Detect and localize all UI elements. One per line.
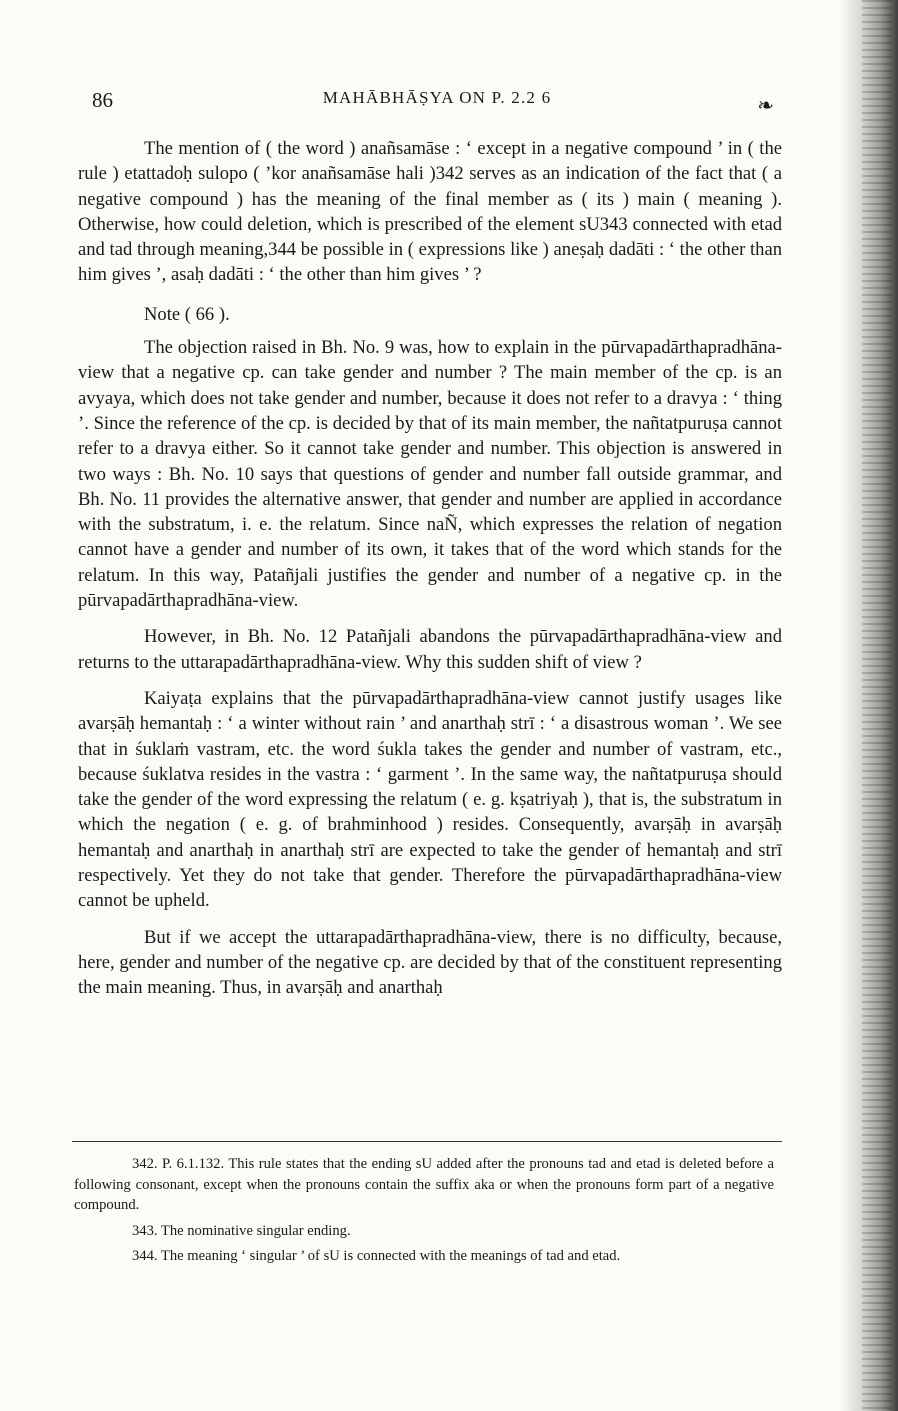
paragraph-but: But if we accept the uttarapadārthapradhāna-view, there is no difficulty, because, here, gender and number of the negative cp. are decided by that of the constituent representing the main meaning. Thus, in avarṣāḥ and anarthaḥ <box>78 926 782 999</box>
running-title: MAHĀBHĀṢYA ON P. 2.2 6 <box>322 88 552 107</box>
paragraph-intro: The mention of ( the word ) anañsamāse : ‘ except in a negative compound ’ in ( the rule ) etattadoḥ sulopo ( ’kor anañsamāse hali )342 serves as an indication of the fact that ( a negative compound ) has the meaning of the final member as ( its ) main ( meaning ). Otherwise, how could deletion, which is prescribed of the element sU343 connected with etad and tad through meaning,344 be possible in ( expressions like ) aneṣaḥ dadāti : ‘ the other than him gives ’, asaḥ dadāti : ‘ the other than him gives ’ ? <box>78 138 782 286</box>
footnote-344: 344. The meaning ‘ singular ’ of sU is connected with the meanings of tad and etad. <box>132 1248 621 1264</box>
footnotes <box>74 1154 774 1272</box>
scanned-edge-texture <box>862 0 892 1411</box>
paragraph-however: However, in Bh. No. 12 Patañjali abandons the pūrvapadārthapradhāna-view and returns to the uttarapadārthapradhāna-view. Why this sudden shift of view ? <box>78 626 782 673</box>
main-text <box>78 136 782 1012</box>
paragraph-objection: The objection raised in Bh. No. 9 was, how to explain in the pūrvapadārthapradhāna-view that a negative cp. can take gender and number ? The main member of the cp. is an avyaya, which does not take gender and number, because it does not refer to a dravya : ‘ thing ’. Since the reference of the cp. is decided by that of its main member, the nañtatpuruṣa cannot refer to a dravya either. So it cannot take gender and number. This objection is answered in two ways : Bh. No. 10 says that questions of gender and number fall outside grammar, and Bh. No. 11 provides the alternative answer, that gender and number are applied in accordance with the substratum, i. e. the relatum. Since naÑ, which expresses the relation of negation cannot have a gender and number of its own, it takes that of the word which stands for the relatum. In this way, Patañjali justifies the gender and number of a negative cp. in the pūrvapadārthapradhāna-view. <box>78 337 782 612</box>
footnote-343: 343. The nominative singular ending. <box>132 1222 351 1239</box>
page-number: 86 <box>92 88 113 112</box>
footnote-342: 342. P. 6.1.132. This rule states that the ending sU added after the pronouns tad and etad is deleted before a following consonant, except when the pronouns contain the suffix aka or when the pronouns form part of a negative compound. <box>74 1156 774 1213</box>
paragraph-kaiyata: Kaiyaṭa explains that the pūrvapadārthapradhāna-view cannot justify usages like avarṣāḥ hemantaḥ : ‘ a winter without rain ’ and anarthaḥ strī : ‘ a disastrous woman ’. We see that in śuklaṁ vastram, etc. the word śukla takes the gender and number of vastram, etc., because śuklatva resides in the vastra : ‘ garment ’. In the same way, the nañtatpuruṣa should take the gender of the word expressing the relatum ( e. g. kṣatriyaḥ ), that is, the substratum in which the negation ( e. g. of brahminhood ) resides. Consequently, avarṣāḥ in avarṣāḥ hemantaḥ and anarthaḥ in anarthaḥ strī are expected to take the gender of hemantaḥ and strī respectively. Yet they do not take that gender. Therefore the pūrvapadārthapradhāna-view cannot be upheld. <box>78 687 782 912</box>
footnote-divider <box>72 1141 782 1142</box>
note-heading: Note ( 66 ). <box>144 303 230 325</box>
margin-mark-icon: ❧ <box>757 95 774 117</box>
page-header <box>92 88 782 116</box>
